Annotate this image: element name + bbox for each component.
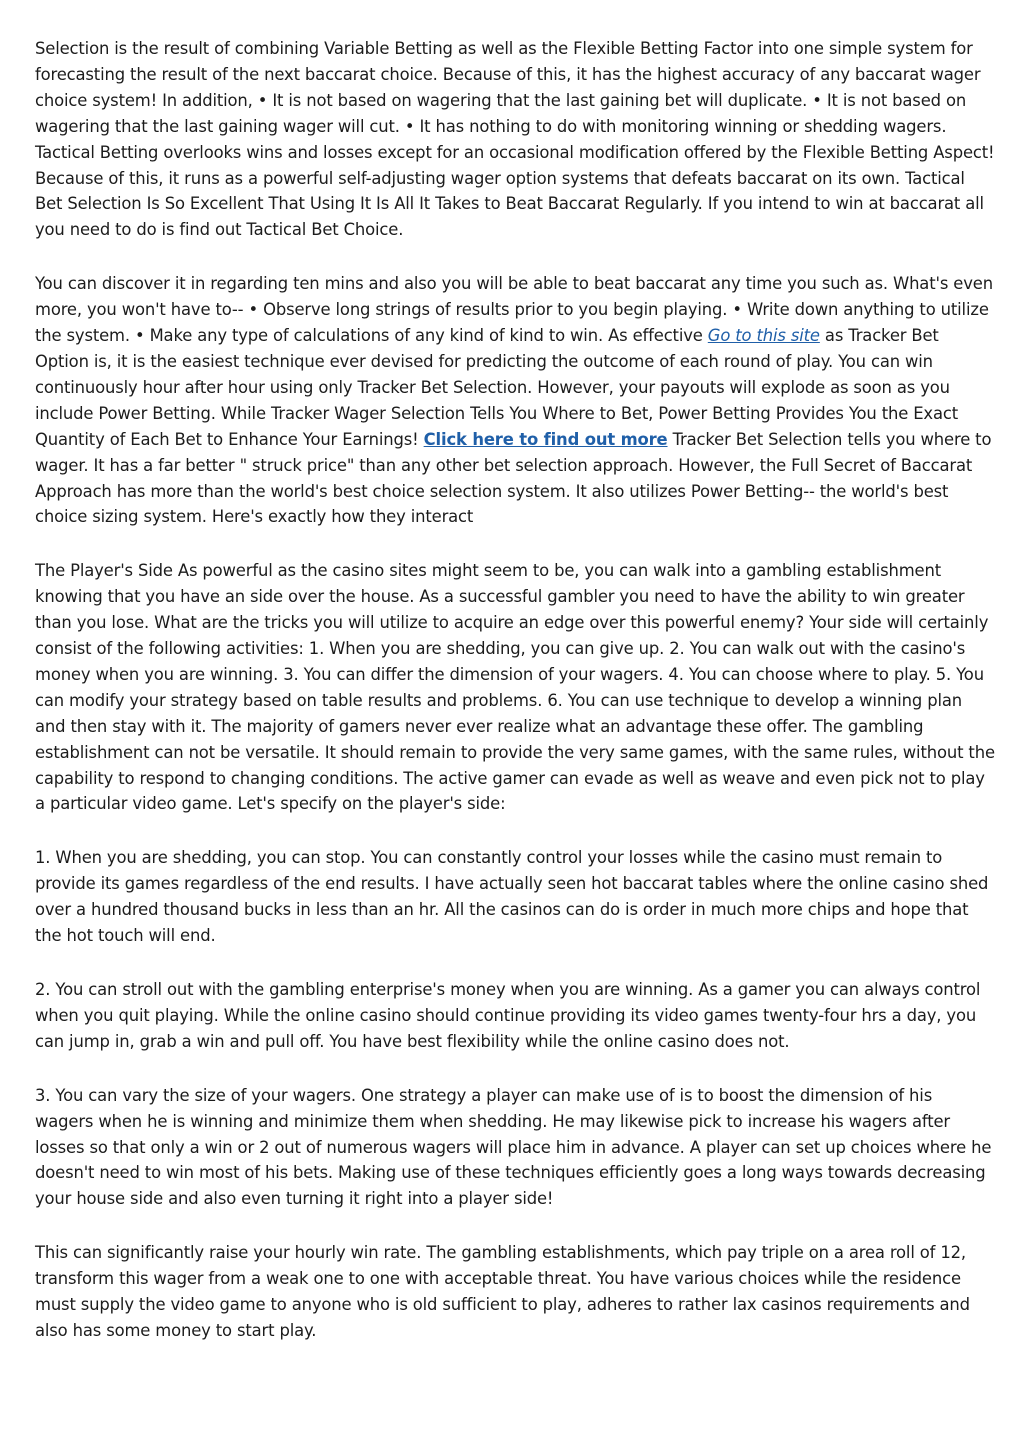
paragraph-2-text-3: Tracker Bet Selection tells you where to wager. It has a far better " struck price" than any other bet selection approach. However, the Full Secret of Baccarat Approach has more than the world's best choice selection system. It also utilizes Power Betting-- the world's best choice sizing system. Here's exactly how they interact <box>35 429 992 527</box>
paragraph-5: 2. You can stroll out with the gambling enterprise's money when you are winning. As a gamer you can always control when you quit playing. While the online casino should continue providing its video games twenty-four hrs a day, you can jump in, grab a win and pull off. You have best flexibility while the online casino does not. <box>35 980 981 1051</box>
paragraph-4: 1. When you are shedding, you can stop. You can constantly control your losses while the casino must remain to provide its games regardless of the end results. I have actually seen hot baccarat tables where the online casino shed over a hundred thousand bucks in less than an hr. All the casinos can do is order in much more chips and hope that the hot touch will end. <box>35 848 989 946</box>
click-here-link[interactable]: Click here to find out more <box>423 429 668 449</box>
paragraph-2 <box>35 271 995 530</box>
paragraph-2-text-2: as Tracker Bet Option is, it is the easiest technique ever devised for predicting the outcome of each round of play. You can win continuously hour after hour using only Tracker Bet Selection. However, your payouts will explode as soon as you include Power Betting. While Tracker Wager Selection Tells You Where to Bet, Power Betting Provides You the Exact Quantity of Each Bet to Enhance Your Earnings! <box>35 326 958 449</box>
paragraph-1: Selection is the result of combining Variable Betting as well as the Flexible Betting Factor into one simple system for forecasting the result of the next baccarat choice. Because of this, it has the highest accuracy of any baccarat wager choice system! In addition, • It is not based on wagering that the last gaining bet will duplicate. • It is not based on wagering that the last gaining wager will cut. • It has nothing to do with monitoring winning or shedding wagers. Tactical Betting overlooks wins and losses except for an occasional modification offered by the Flexible Betting Aspect! Because of this, it runs as a powerful self-adjusting wager option systems that defeats baccarat on its own. Tactical Bet Selection Is So Excellent That Using It Is All It Takes to Beat Baccarat Regularly. If you intend to win at baccarat all you need to do is find out Tactical Bet Choice. <box>35 39 995 240</box>
paragraph-6: 3. You can vary the size of your wagers. One strategy a player can make use of is to boost the dimension of his wagers when he is winning and minimize them when shedding. He may likewise pick to increase his wagers after losses so that only a win or 2 out of numerous wagers will place him in advance. A player can set up choices where he doesn't need to win most of his bets. Making use of these techniques efficiently goes a long ways towards decreasing your house side and also even turning it right into a player side! <box>35 1085 992 1209</box>
document-body <box>35 36 995 1372</box>
paragraph-7: This can significantly raise your hourly win rate. The gambling establishments, which pay triple on a area roll of 12, transform this wager from a weak one to one with acceptable threat. You have various choices while the residence must supply the video game to anyone who is old sufficient to play, adheres to rather lax casinos requirements and also has some money to start play. <box>35 1243 970 1340</box>
go-to-this-site-link[interactable]: Go to this site <box>707 326 820 346</box>
paragraph-3: The Player's Side As powerful as the casino sites might seem to be, you can walk into a gambling establishment knowing that you have an side over the house. As a successful gambler you need to have the ability to win greater than you lose. What are the tricks you will utilize to acquire an edge over this powerful enemy? Your side will certainly consist of the following activities: 1. When you are shedding, you can give up. 2. You can walk out with the casino's money when you are winning. 3. You can differ the dimension of your wagers. 4. You can choose where to play. 5. You can modify your strategy based on table results and problems. 6. You can use technique to develop a winning plan and then stay with it. The majority of gamers never ever realize what an advantage these offer. The gambling establishment can not be versatile. It should remain to provide the very same games, with the same rules, without the capability to respond to changing conditions. The active gamer can evade as well as weave and even pick not to play a particular video game. Let's specify on the player's side: <box>35 561 995 814</box>
paragraph-2-text-1: You can discover it in regarding ten mins and also you will be able to beat baccarat any time you such as. What's even more, you won't have to-- • Observe long strings of results prior to you begin playing. • Write down anything to utilize the system. • Make any type of calculations of any kind of kind to win. As effective <box>35 274 993 346</box>
